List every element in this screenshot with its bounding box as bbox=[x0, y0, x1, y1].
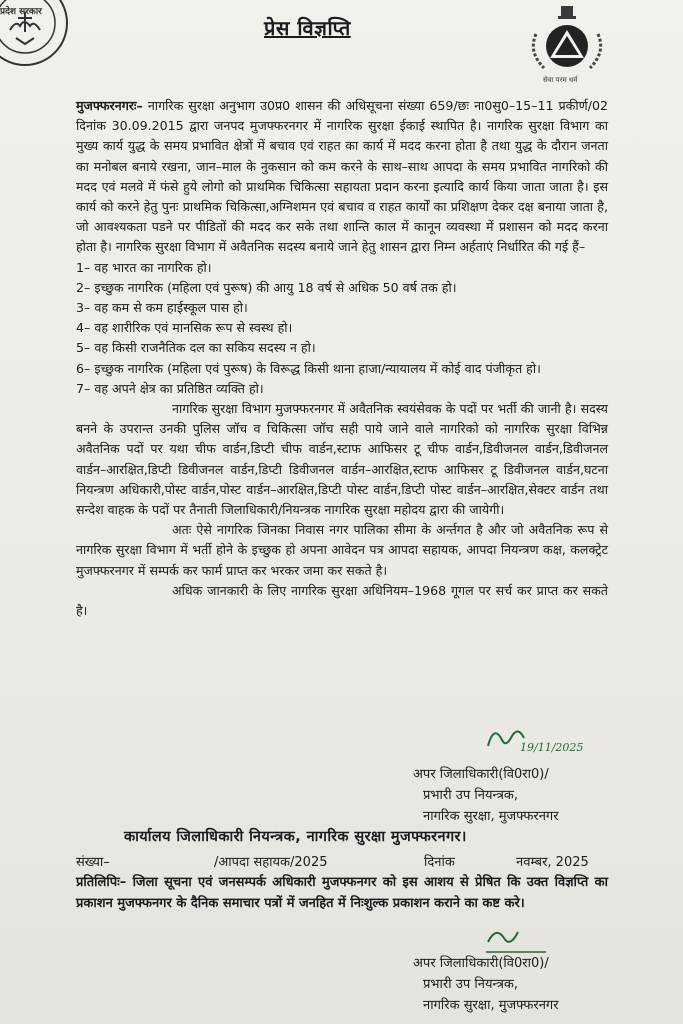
signatory-role: प्रभारी उप नियन्त्रक, bbox=[423, 788, 518, 803]
date-label: दिनांक bbox=[424, 855, 455, 870]
date-value: नवम्बर, 2025 bbox=[516, 855, 589, 870]
signatory-department: नागरिक सुरक्षा, मुजफ्फरनगर bbox=[423, 998, 559, 1013]
signatory-designation: अपर जिलाधिकारी(वि0रा0)/ bbox=[413, 767, 549, 782]
requirement-item: 7– वह अपने क्षेत्र का प्रतिष्ठित व्यक्ति हो। bbox=[76, 380, 264, 396]
signature-date: 19/11/2025 bbox=[520, 741, 584, 754]
application-paragraph: अतः ऐसे नागरिक जिनका निवास नगर पालिका सीमा के अर्न्तगत है और जो अवैतनिक रूप से नागरिक सुरक्षा विभाग में भर्ती होने के इच्छुक हो अपना आवेदन पत्र आपदा सहायक, आपदा नियन्त्रण कक्ष, कलक्ट्रेट मुजफ्फरनगर में सम्पर्क कर फार्म प्राप्त कर भरकर जमा कर सकते है। bbox=[76, 522, 608, 578]
more-info-paragraph: अधिक जानकारी के लिए नागरिक सुरक्षा अधिनियम–1968 गूगल पर सर्च कर प्राप्त कर सकते है। bbox=[76, 582, 608, 619]
place-lead: मुजफ्फरनगरः– bbox=[76, 98, 143, 113]
ref-number: /आपदा सहायक/2025 bbox=[214, 855, 328, 870]
press-release-body bbox=[76, 96, 608, 621]
requirement-item: 4– वह शारीरिक एवं मानसिक रूप से स्वस्थ हो। bbox=[76, 320, 293, 336]
signatory-designation: अपर जिलाधिकारी(वि0रा0)/ bbox=[413, 956, 549, 971]
requirements-list bbox=[76, 258, 608, 399]
emblem-motto: सेवा परम धर्म bbox=[543, 76, 578, 84]
emblem-left-text: प्रदेश सरकार bbox=[0, 7, 42, 17]
intro-paragraph bbox=[76, 96, 608, 258]
requirement-item: 3– वह कम से कम हाईस्कूल पास हो। bbox=[76, 300, 248, 316]
requirement-item: 6– इच्छुक नागरिक (महिला एवं पुरूष) के विरूद्ध किसी थाना हाजा/न्यायालय में कोई वाद पंजीकृत हो। bbox=[76, 360, 541, 376]
ref-label: संख्या– bbox=[76, 855, 110, 870]
signatory-department: नागरिक सुरक्षा, मुजफ्फरनगर bbox=[423, 809, 559, 824]
signatory-role: प्रभारी उप नियन्त्रक, bbox=[423, 977, 518, 992]
signature-block-1 bbox=[413, 764, 643, 827]
requirement-item: 1– वह भारत का नागरिक हो। bbox=[76, 259, 212, 275]
copy-to-paragraph: प्रतिलिपिः– जिला सूचना एवं जनसम्पर्क अधिकारी मुजफ्फनगर को इस आशय से प्रेषित कि उक्त विज्ञप्ति का प्रकाशन मुजफ्फनगर के दैनिक समाचार पत्रों में जनहित में निःशुल्क प्रकाशन कराने का कष्ट करे। bbox=[76, 875, 608, 911]
posts-paragraph: नागरिक सुरक्षा विभाग मुजफ्फरनगर में अवैतनिक स्वयंसेवक के पदों पर भर्ती की जानी है। सदस्य बनने के उपरान्त उनकी पुलिस जॉच व चिकित्सा जॉच सही पाये जाने वाले नागरिको को नागरिक सुरक्षा विभिन्न अवैतनिक पदों पर यथा चीफ वार्डन,डिप्टी चीफ वार्डन,स्टाफ आफिसर टू चीफ वार्डन,डिवीजनल वार्डन,डिवीजनल वार्डन–आरक्षित,डिप्टी डिवीजनल वार्डन,डिप्टी डिवीजनल वार्डन–आरक्षित,स्टाफ आफिसर टू डिवीजनल वार्डन,घटना नियन्त्रण अधिकारी,पोस्ट वार्डन,पोस्ट वार्डन–आरक्षित,डिप्टी पोस्ट वार्डन,डिप्टी पोस्ट वार्डन–आरक्षित,सेक्टर वार्डन तथा सन्देश वाहक के पदों पर तैनाती जिलाधिकारी/नियन्त्रक नागरिक सुरक्षा महोदय द्वारा की जायेगी। bbox=[76, 401, 608, 518]
civil-defence-emblem-icon bbox=[524, 4, 610, 84]
office-title: कार्यालय जिलाधिकारी नियन्त्रक, नागरिक सुरक्षा मुजफ्फरनगर। bbox=[124, 829, 467, 845]
requirement-item: 2– इच्छुक नागरिक (महिला एवं पुरूष) की आयु 18 वर्ष से अधिक 50 वर्ष तक हो। bbox=[76, 279, 457, 295]
requirement-item: 5– वह किसी राजनैतिक दल का सकिय सदस्य न हो। bbox=[76, 340, 316, 356]
page-title: प्रेस विज्ञप्ति bbox=[264, 16, 351, 40]
signature-block-2 bbox=[413, 953, 643, 1016]
intro-text: नागरिक सुरक्षा अनुभाग उ0प्र0 शासन की अधिसूचना संख्या 659/छः ना0सु0–15–11 प्रकीर्ण/02 दिनांक 30.09.2015 द्वारा जनपद मुजफ्फरनगर में नागरिक सुरक्षा ईकाई स्थापित है। नागरिक सुरक्षा विभाग का मुख्य कार्य युद्ध के समय प्रभावित क्षेत्रों में बचाव एवं राहत का कार्य में मदद करना होता है तथा युद्ध के दौरान जनता का मनोबल बनाये रखना, जान–माल के नुकसान को कम करने के साथ–साथ आपदा के समय प्रभावित नागरिको की मदद एवं मलवे में फंसे हुये लोगो को प्राथमिक चिकित्सा सहायता प्रदान करना इत्यादि कार्य किया जाता जाता है। इस कार्य को करने हेतु पुनः प्राथमिक चिकित्सा,अग्निशमन एवं बचाव व राहत कार्यों का प्रशिक्षण देकर दक्ष बनाया जाता है, जो आवश्यकता पडने पर पीडितों की मदद कर सके तथा शान्ति काल में कानून व्यवस्था में प्रशासन को मदद करना होता है। नागरिक सुरक्षा विभाग में अवैतनिक सदस्य बनाये जाने हेतु शासन द्वारा निम्न अर्हताएं निर्धारित की गई हैं– bbox=[76, 98, 608, 255]
